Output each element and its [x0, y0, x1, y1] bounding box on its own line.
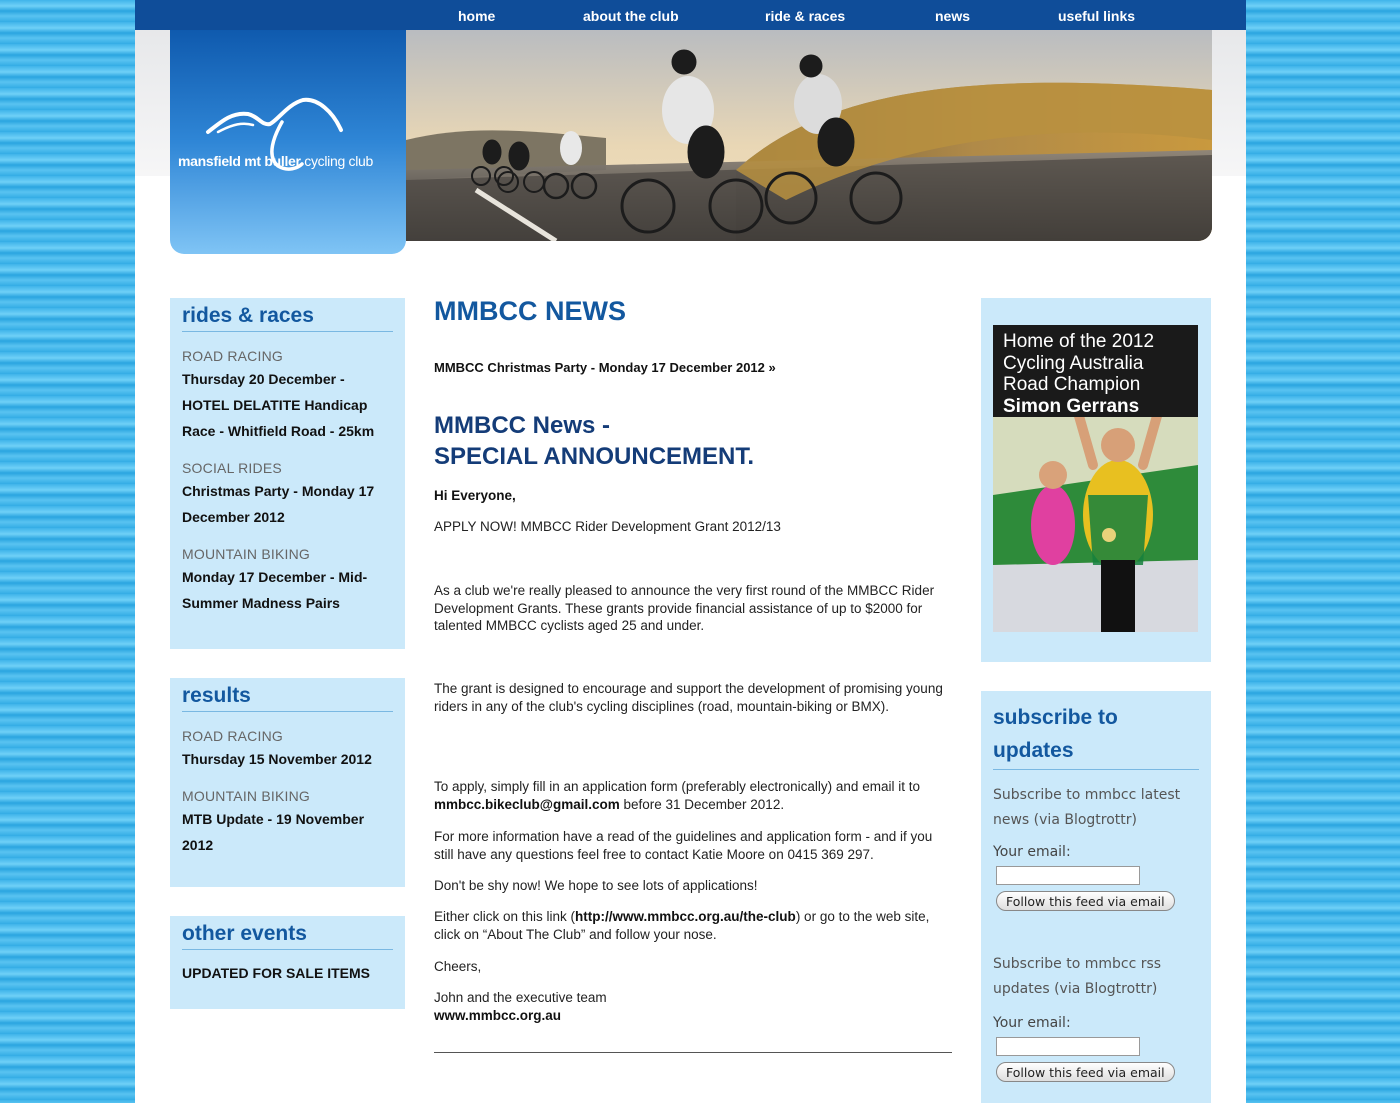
subscribe-rss-text: [993, 952, 1199, 1002]
other-events-heading[interactable]: other events: [182, 922, 393, 950]
nav-about-the-club[interactable]: about the club: [583, 8, 679, 24]
greeting: Hi Everyone,: [434, 488, 516, 503]
divider: [434, 1052, 952, 1053]
category-road-racing: ROAD RACING: [182, 728, 283, 744]
subscribe-rss-line-1: Subscribe to mmbcc rss: [993, 956, 1162, 972]
promo-text: [1003, 331, 1154, 417]
subscribe-rss-line-2: updates (via Blogtrottr): [993, 981, 1158, 997]
cheers: Cheers,: [434, 959, 482, 974]
apply-now-text: APPLY NOW! MMBCC Rider Development Grant 2012/13: [434, 519, 781, 534]
event-link[interactable]: Christmas Party - Monday 17 December 2012: [182, 483, 375, 525]
page: [135, 0, 1246, 1103]
website-link[interactable]: www.mmbcc.org.au: [434, 1007, 562, 1023]
logo-text: [178, 153, 373, 169]
promo-box: [981, 298, 1211, 662]
paragraph-dont-be-shy: Don't be shy now! We hope to see lots of applications!: [434, 878, 758, 893]
christmas-party-link[interactable]: MMBCC Christmas Party - Monday 17 December 2012 »: [434, 360, 776, 375]
club-logo[interactable]: [170, 30, 406, 254]
paragraph-link: [434, 908, 954, 943]
champion-promo-image[interactable]: [993, 325, 1198, 632]
club-page-link[interactable]: http://www.mmbcc.org.au/the-club: [575, 909, 796, 924]
news-headline: [434, 410, 754, 472]
rides-races-box: [170, 298, 405, 649]
for-sale-link[interactable]: UPDATED FOR SALE ITEMS: [182, 965, 370, 981]
paragraph-announcement: As a club we're really pleased to announce the very first round of the MMBCC Rider Development Grants. These grants provide financial assistance of up to $2000 for talented MMBCC cyclists aged 25 and under.: [434, 583, 935, 633]
subscribe-box: [981, 691, 1211, 1103]
email-input-rss[interactable]: [996, 1037, 1140, 1056]
follow-feed-button[interactable]: Follow this feed via email: [996, 1062, 1175, 1082]
email-label: Your email:: [993, 844, 1071, 860]
subscribe-latest-text: [993, 783, 1199, 833]
email-link[interactable]: mmbcc.bikeclub@gmail.com: [434, 796, 620, 812]
paragraph-grant: The grant is designed to encourage and support the development of promising young riders in any of the club's cycling disciplines (road, mountain-biking or BMX).: [434, 681, 943, 714]
results-heading[interactable]: results: [182, 684, 393, 712]
category-mountain-biking: MOUNTAIN BIKING: [182, 546, 310, 562]
nav-home[interactable]: home: [458, 8, 496, 24]
subscribe-latest-line-1: Subscribe to mmbcc latest: [993, 787, 1181, 803]
top-navigation: [135, 0, 1246, 30]
link-text-before: Either click on this link (: [434, 909, 576, 924]
follow-feed-button[interactable]: Follow this feed via email: [996, 891, 1175, 911]
signature-name: John and the executive team: [434, 990, 607, 1005]
link-text-after: ) or go to the web site, click on “About The Club” and follow your nose.: [434, 909, 930, 942]
promo-line-4: Simon Gerrans: [1003, 395, 1140, 417]
apply-deadline-text: before 31 December 2012.: [619, 796, 785, 812]
event-link[interactable]: Thursday 20 December - HOTEL DELATITE Handicap Race - Whitfield Road - 25km: [182, 371, 375, 439]
promo-line-2: Cycling Australia: [1003, 352, 1144, 374]
result-link[interactable]: MTB Update - 19 November 2012: [182, 811, 365, 853]
nav-ride-races[interactable]: ride & races: [765, 8, 846, 24]
signature: [434, 989, 607, 1024]
subscribe-title-line-2: updates: [993, 739, 1074, 762]
subscribe-heading: [993, 701, 1199, 770]
headline-line-2: SPECIAL ANNOUNCEMENT.: [434, 443, 755, 470]
page-title: MMBCC NEWS: [434, 296, 626, 326]
promo-line-1: Home of the 2012: [1003, 331, 1155, 352]
hero-cyclists-image: [406, 30, 1212, 241]
paragraph-apply: [434, 778, 946, 813]
category-road-racing: ROAD RACING: [182, 348, 283, 364]
result-link[interactable]: Thursday 15 November 2012: [182, 751, 372, 767]
promo-line-3: Road Champion: [1003, 374, 1141, 395]
apply-text: To apply, simply fill in an application form (preferably electronically) and email it to: [434, 779, 920, 794]
email-label: Your email:: [993, 1015, 1071, 1031]
category-mountain-biking: MOUNTAIN BIKING: [182, 788, 310, 804]
logo-word-mansfield: mansfield: [178, 153, 241, 169]
paragraph-more-info: For more information have a read of the guidelines and application form - and if you still have any questions feel free to contact Katie Moore on 0415 369 297.: [434, 829, 933, 862]
subscribe-latest-line-2: news (via Blogtrottr): [993, 812, 1137, 828]
other-events-box: [170, 916, 405, 1009]
headline-line-1: MMBCC News -: [434, 412, 611, 439]
rides-races-heading[interactable]: rides & races: [182, 304, 393, 332]
nav-news[interactable]: news: [935, 8, 971, 24]
logo-word-mt-buller: mt buller: [244, 153, 301, 169]
logo-word-cycling-club: cycling club: [304, 153, 374, 169]
subscribe-title-line-1: subscribe to: [993, 706, 1118, 729]
email-input-latest[interactable]: [996, 866, 1140, 885]
nav-useful-links[interactable]: useful links: [1058, 8, 1136, 24]
event-link[interactable]: Monday 17 December - Mid-Summer Madness Pairs: [182, 569, 368, 611]
results-box: [170, 678, 405, 887]
category-social-rides: SOCIAL RIDES: [182, 460, 282, 476]
